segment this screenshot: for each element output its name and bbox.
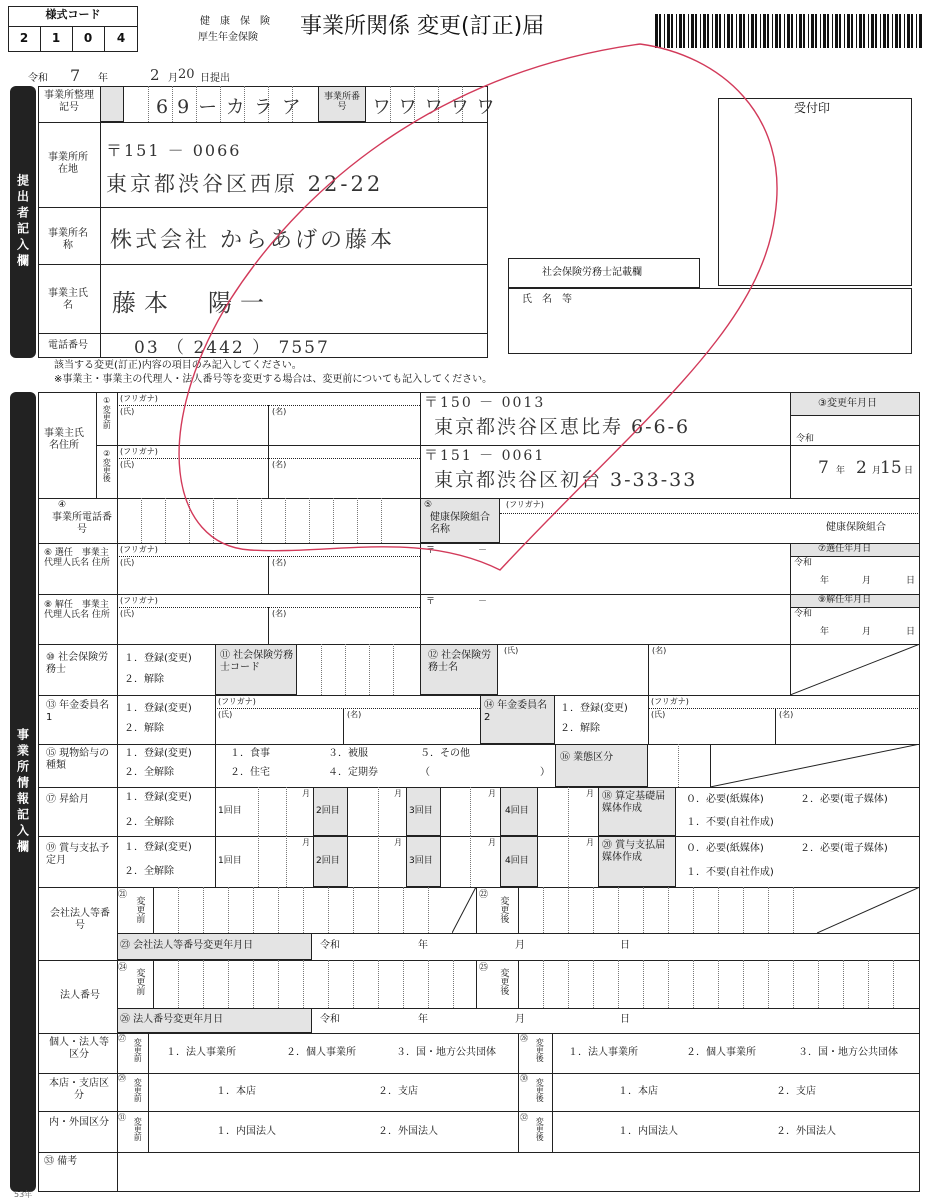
change-date-label: ③変更年月日 <box>818 398 877 409</box>
office-number-value[interactable]: ワワワワワ <box>372 96 503 118</box>
pension1-cancel[interactable]: ２．解除 <box>124 723 164 734</box>
naigai-before-label: 変更前 <box>133 1117 143 1141</box>
kumiai-row-number: ⑤ <box>424 500 433 510</box>
dismiss-label: ⑧ 解任 事業主代理人氏名 住所 <box>44 600 110 621</box>
appoint-date-hi: 日 <box>906 576 916 586</box>
inkind-paren-open: （ <box>420 767 430 778</box>
houjin-date-hi: 日 <box>620 1014 630 1025</box>
sharoushi-name-label: 氏 名 等 <box>522 294 572 305</box>
inkind-label: ⑮ 現物給与の種類 <box>46 748 110 771</box>
appoint-date-tsuki: 月 <box>862 576 872 586</box>
raise-month-label: ⑰ 昇給月 <box>46 794 90 805</box>
note-line-2: ※事業主・事業主の代理人・法人番号等を変更する場合は、変更前についても記入してください。 <box>54 374 493 385</box>
inkind-option-3[interactable]: ３．被服 <box>328 748 368 759</box>
calc-media-0[interactable]: ０．必要(紙媒体) <box>686 794 764 805</box>
entry-cell-divider <box>643 960 644 1008</box>
office-code-label: 事業所整理記号 <box>44 90 94 113</box>
entry-cell-divider <box>203 960 204 1008</box>
houjin-date-era: 令和 <box>320 1014 340 1025</box>
sr-cancel[interactable]: ２．解除 <box>124 674 164 685</box>
entry-cell-divider <box>303 887 304 933</box>
change-date-nen: 年 <box>836 466 846 476</box>
kojin-before-2[interactable]: ２．個人事業所 <box>286 1047 356 1058</box>
entry-cell-divider <box>743 960 744 1008</box>
bonus-month-label: ⑲ 賞与支払予定月 <box>46 843 110 866</box>
form-code-label: 様式コード <box>45 8 101 21</box>
raise-month-unit-2: 月 <box>394 789 402 798</box>
entry-cell-divider <box>178 887 179 933</box>
dismiss-date-nen: 年 <box>820 627 830 637</box>
change-date-day[interactable]: 15 <box>880 458 902 478</box>
raise-month-unit-3: 月 <box>488 789 496 798</box>
entry-cell-divider <box>793 960 794 1008</box>
kojin-before-1[interactable]: １．法人事業所 <box>166 1047 236 1058</box>
entry-cell-divider <box>693 960 694 1008</box>
sr-shi: (氏) <box>504 646 519 655</box>
dismiss-postal-dash: － <box>478 597 488 607</box>
before-postal[interactable]: 〒150 － 0013 <box>424 395 546 411</box>
change-date-year[interactable]: 7 <box>818 458 831 478</box>
honten-before-2[interactable]: ２．支店 <box>378 1086 418 1097</box>
calc-media-1[interactable]: １．不要(自社作成) <box>686 817 774 828</box>
entry-cell-divider <box>353 960 354 1008</box>
bonus-round-1: 1回目 <box>218 856 242 866</box>
form-code-digit-4: 4 <box>116 31 126 45</box>
raise-month-unit-1: 月 <box>302 789 310 798</box>
after-furigana: (フリガナ) <box>120 447 158 456</box>
appoint-postal-dash: － <box>478 546 488 556</box>
kojin-before-label: 変更前 <box>133 1038 143 1062</box>
corp-number-before-label: 変更前 <box>134 896 145 923</box>
dismiss-date-era: 令和 <box>794 609 813 619</box>
submission-month-unit: 月 <box>168 73 178 84</box>
submitter-section-label: 提出者記入欄 <box>10 86 36 358</box>
entry-cell-divider <box>718 887 719 933</box>
before-shi: (氏) <box>120 407 135 416</box>
form-code-digit-3: 0 <box>83 31 93 45</box>
submission-suffix: 日提出 <box>200 73 230 84</box>
pension2-mei: (名) <box>779 710 794 719</box>
office-number-label: 事業所番号 <box>323 92 360 113</box>
office-address[interactable]: 東京都渋谷区西原 22-22 <box>106 172 384 196</box>
sr-register[interactable]: １．登録(変更) <box>124 653 192 664</box>
after-address[interactable]: 東京都渋谷区初台 3-33-33 <box>434 469 698 491</box>
bonus-media-2[interactable]: ２．必要(電子媒体) <box>800 843 888 854</box>
entry-cell-divider <box>568 960 569 1008</box>
entry-cell-divider <box>403 960 404 1008</box>
entry-cell-divider <box>793 887 794 933</box>
appoint-shi: (氏) <box>120 558 135 567</box>
corp-number-label: 会社法人等番号 <box>50 908 110 931</box>
pension1-furigana: (フリガナ) <box>218 697 256 706</box>
entry-cell-divider <box>228 887 229 933</box>
naigai-before-1[interactable]: １．内国法人 <box>216 1126 276 1137</box>
corp-number-date-tsuki: 月 <box>515 940 525 951</box>
inkind-paren-close: ） <box>540 767 550 778</box>
after-shi: (氏) <box>120 460 135 469</box>
corp-number-date-hi: 日 <box>620 940 630 951</box>
bonus-media-0[interactable]: ０．必要(紙媒体) <box>686 843 764 854</box>
entry-cell-divider <box>403 887 404 933</box>
kojin-after-3[interactable]: ３．国・地方公共団体 <box>798 1047 898 1058</box>
pension2-register[interactable]: １．登録(変更) <box>560 703 628 714</box>
inkind-option-4[interactable]: ４．定期券 <box>328 767 378 778</box>
submission-day[interactable]: 20 <box>178 67 195 82</box>
entry-cell-divider <box>768 887 769 933</box>
entry-cell-divider <box>303 960 304 1008</box>
bonus-month-unit-3: 月 <box>488 838 496 847</box>
pension1-label: ⑬ 年金委員名1 <box>46 700 110 723</box>
kumiai-suffix: 健康保険組合 <box>826 522 886 533</box>
inkind-full-cancel[interactable]: ２．全解除 <box>124 767 174 778</box>
sr-mei: (名) <box>652 646 667 655</box>
entry-cell-divider <box>203 887 204 933</box>
phone-label: 電話番号 <box>48 340 88 351</box>
entry-cell-divider <box>378 887 379 933</box>
owner-name[interactable]: 藤本 陽一 <box>112 289 272 317</box>
corp-number-after-no: ㉒ <box>479 890 489 900</box>
raise-month-unit-4: 月 <box>586 789 594 798</box>
entry-cell-divider <box>428 887 429 933</box>
appoint-date-era: 令和 <box>794 558 813 568</box>
naigai-before-no: ㉛ <box>118 1113 126 1122</box>
business-type-label: ⑯ 業態区分 <box>560 752 614 763</box>
entry-cell-divider <box>868 960 869 1008</box>
office-address-label: 事業所所在地 <box>48 152 88 175</box>
raise-round-3: 3回目 <box>409 806 433 816</box>
entry-cell-divider <box>253 960 254 1008</box>
remarks-label: ㉝ 備考 <box>44 1156 78 1167</box>
form-code-digit-1: 2 <box>19 31 29 45</box>
office-phone-label: 事業所電話番号 <box>52 512 112 535</box>
entry-cell-divider <box>278 960 279 1008</box>
bonus-month-unit-1: 月 <box>302 838 310 847</box>
entry-cell-divider <box>568 887 569 933</box>
kojin-before-3[interactable]: ３．国・地方公共団体 <box>396 1047 496 1058</box>
kojin-after-2[interactable]: ２．個人事業所 <box>686 1047 756 1058</box>
office-name-label: 事業所名称 <box>48 228 88 251</box>
honten-before-1[interactable]: １．本店 <box>216 1086 256 1097</box>
submission-year-unit: 年 <box>98 73 108 84</box>
bonus-round-2: 2回目 <box>316 856 340 866</box>
raise-full-cancel[interactable]: ２．全解除 <box>124 817 174 828</box>
entry-cell-divider <box>668 960 669 1008</box>
phone-row-number: ④ <box>58 500 67 510</box>
bonus-full-cancel[interactable]: ２．全解除 <box>124 866 174 877</box>
kojin-before-no: ㉗ <box>118 1034 126 1043</box>
calc-media-label: ⑱ 算定基礎届媒体作成 <box>602 791 666 814</box>
houjin-date-nen: 年 <box>418 1014 428 1025</box>
naigai-after-no: ㉜ <box>520 1113 528 1122</box>
entry-cell-divider <box>328 887 329 933</box>
reception-stamp-box <box>718 98 912 286</box>
appoint-mei: (名) <box>272 558 287 567</box>
entry-cell-divider <box>593 887 594 933</box>
inkind-register[interactable]: １．登録(変更) <box>124 748 192 759</box>
raise-round-4: 4回目 <box>505 806 529 816</box>
corp-number-date-label: ㉓ 会社法人等番号変更年月日 <box>120 940 254 951</box>
barcode <box>655 14 925 48</box>
entry-cell-divider <box>253 887 254 933</box>
sr-code-label: ⑪ 社会保険労務士コード <box>220 650 294 673</box>
naigai-label: 内・外国区分 <box>49 1117 109 1128</box>
corp-number-date-nen: 年 <box>418 940 428 951</box>
pension2-shi: (氏) <box>651 710 666 719</box>
submission-month[interactable]: 2 <box>150 66 162 84</box>
bonus-register[interactable]: １．登録(変更) <box>124 842 192 853</box>
honten-label: 本店・支店区分 <box>49 1078 109 1101</box>
entry-cell-divider <box>668 887 669 933</box>
kojin-after-1[interactable]: １．法人事業所 <box>568 1047 638 1058</box>
pension1-shi: (氏) <box>218 710 233 719</box>
kojin-after-no: ㉘ <box>520 1034 528 1043</box>
honten-after-label: 変更後 <box>535 1078 545 1102</box>
entry-cell-divider <box>818 960 819 1008</box>
owner-group-label: 事業主氏名住所 <box>44 428 84 451</box>
form-code-digit-2: 1 <box>51 31 61 45</box>
office-postal[interactable]: 〒151 － 0066 <box>106 141 242 160</box>
dismiss-mei: (名) <box>272 609 287 618</box>
sr-name-label: ⑫ 社会保険労務士名 <box>428 650 492 673</box>
appoint-postal-mark: 〒 <box>426 546 436 556</box>
houjin-after-label: 変更後 <box>498 968 509 995</box>
honten-before-label: 変更前 <box>133 1078 143 1102</box>
kojin-label: 個人・法人等区分 <box>49 1037 109 1060</box>
insurance-type-line1: 健 康 保 険 <box>200 16 270 27</box>
entry-cell-divider <box>428 960 429 1008</box>
entry-cell-divider <box>543 960 544 1008</box>
bonus-round-3: 3回目 <box>409 856 433 866</box>
kumiai-label: 健康保険組合名称 <box>430 512 490 535</box>
entry-cell-divider <box>768 960 769 1008</box>
entry-cell-divider <box>453 960 454 1008</box>
houjin-after-no: ㉕ <box>479 963 489 973</box>
entry-cell-divider <box>228 960 229 1008</box>
reception-stamp-label: 受付印 <box>794 101 831 115</box>
office-name[interactable]: 株式会社 からあげの藤本 <box>110 228 395 253</box>
entry-cell-divider <box>328 960 329 1008</box>
remarks-field[interactable] <box>118 1153 919 1191</box>
calc-media-2[interactable]: ２．必要(電子媒体) <box>800 794 888 805</box>
entry-cell-divider <box>618 960 619 1008</box>
submission-year[interactable]: 7 <box>70 66 83 85</box>
after-mei: (名) <box>272 460 287 469</box>
honten-before-no: ㉙ <box>118 1074 126 1083</box>
entry-cell-divider <box>893 960 894 1008</box>
appoint-label: ⑥ 選任 事業主代理人氏名 住所 <box>44 548 110 569</box>
main-section-label: 事業所情報記入欄 <box>10 392 36 1192</box>
pension2-label: ⑭ 年金委員名2 <box>484 700 548 723</box>
naigai-before-2[interactable]: ２．外国法人 <box>378 1126 438 1137</box>
entry-cell-divider <box>743 887 744 933</box>
houjin-date-tsuki: 月 <box>515 1014 525 1025</box>
before-label: ①変更前 <box>102 396 112 429</box>
inkind-option-1[interactable]: １．食事 <box>230 748 270 759</box>
dismiss-date-hi: 日 <box>906 627 916 637</box>
after-label: ②変更後 <box>102 449 112 482</box>
dismiss-date-label: ⑨解任年月日 <box>818 595 872 605</box>
pension2-furigana: (フリガナ) <box>651 697 689 706</box>
entry-cell-divider <box>843 960 844 1008</box>
phone-value[interactable]: 03 （ 2442 ） 7557 <box>134 338 330 358</box>
houjin-date-label: ㉖ 法人番号変更年月日 <box>120 1014 224 1025</box>
entry-cell-divider <box>643 887 644 933</box>
change-date-month[interactable]: 2 <box>856 458 869 478</box>
dismiss-shi: (氏) <box>120 609 135 618</box>
after-postal[interactable]: 〒151 － 0061 <box>424 448 546 464</box>
naigai-after-1[interactable]: １．内国法人 <box>618 1126 678 1137</box>
change-date-era: 令和 <box>796 434 815 444</box>
insurance-type-line2: 厚生年金保険 <box>198 32 258 43</box>
bonus-media-1[interactable]: １．不要(自社作成) <box>686 867 774 878</box>
pension1-mei: (名) <box>347 710 362 719</box>
bonus-media-label: ⑳ 賞与支払届媒体作成 <box>602 840 666 863</box>
pension1-register[interactable]: １．登録(変更) <box>124 703 192 714</box>
sr-label: ⑩ 社会保険労務士 <box>46 652 109 675</box>
appoint-furigana: (フリガナ) <box>120 545 158 554</box>
houjin-before-label: 変更前 <box>134 968 145 995</box>
change-date-tsuki: 月 <box>872 466 882 476</box>
dismiss-furigana: (フリガナ) <box>120 596 158 605</box>
honten-after-no: ㉚ <box>520 1074 528 1083</box>
change-date-hi: 日 <box>904 466 914 476</box>
entry-cell-divider <box>693 887 694 933</box>
inkind-option-5[interactable]: ５．その他 <box>420 748 470 759</box>
before-address[interactable]: 東京都渋谷区恵比寿 6-6-6 <box>434 416 691 438</box>
entry-cell-divider <box>593 960 594 1008</box>
entry-cell-divider <box>178 960 179 1008</box>
bonus-round-4: 4回目 <box>505 856 529 866</box>
footer-code: 53年 <box>14 1190 33 1199</box>
entry-cell-divider <box>278 887 279 933</box>
note-line-1: 該当する変更(訂正)内容の項目のみ記入してください。 <box>54 360 302 371</box>
entry-cell-divider <box>618 887 619 933</box>
raise-round-1: 1回目 <box>218 806 242 816</box>
honten-after-2[interactable]: ２．支店 <box>776 1086 816 1097</box>
dismiss-postal-mark: 〒 <box>426 597 436 607</box>
appoint-date-label: ⑦選任年月日 <box>818 544 872 554</box>
entry-cell-divider <box>353 887 354 933</box>
form-title: 事業所関係 変更(訂正)届 <box>300 14 545 39</box>
before-furigana: (フリガナ) <box>120 394 158 403</box>
honten-after-1[interactable]: １．本店 <box>618 1086 658 1097</box>
bonus-month-unit-4: 月 <box>586 838 594 847</box>
raise-register[interactable]: １．登録(変更) <box>124 792 192 803</box>
pension2-cancel[interactable]: ２．解除 <box>560 723 600 734</box>
entry-cell-divider <box>718 960 719 1008</box>
houjin-number-label: 法人番号 <box>60 990 100 1001</box>
corp-number-after-label: 変更後 <box>498 896 509 923</box>
entry-cell-divider <box>543 887 544 933</box>
entry-cell-divider <box>378 960 379 1008</box>
before-mei: (名) <box>272 407 287 416</box>
submission-era: 令和 <box>28 73 48 84</box>
corp-number-date-era: 令和 <box>320 940 340 951</box>
dismiss-date-tsuki: 月 <box>862 627 872 637</box>
raise-round-2: 2回目 <box>316 806 340 816</box>
houjin-before-no: ㉔ <box>118 963 128 973</box>
bonus-month-unit-2: 月 <box>394 838 402 847</box>
corp-number-before-no: ㉑ <box>118 890 128 900</box>
inkind-option-2[interactable]: ２．住宅 <box>230 767 270 778</box>
office-code-value[interactable]: 69ーカラア <box>156 96 310 118</box>
kojin-after-label: 変更後 <box>535 1038 545 1062</box>
appoint-date-nen: 年 <box>820 576 830 586</box>
owner-name-label: 事業主氏名 <box>48 288 88 311</box>
naigai-after-label: 変更後 <box>535 1117 545 1141</box>
naigai-after-2[interactable]: ２．外国法人 <box>776 1126 836 1137</box>
kumiai-furigana: (フリガナ) <box>506 500 544 509</box>
sharoushi-label: 社会保険労務士記載欄 <box>542 267 642 278</box>
